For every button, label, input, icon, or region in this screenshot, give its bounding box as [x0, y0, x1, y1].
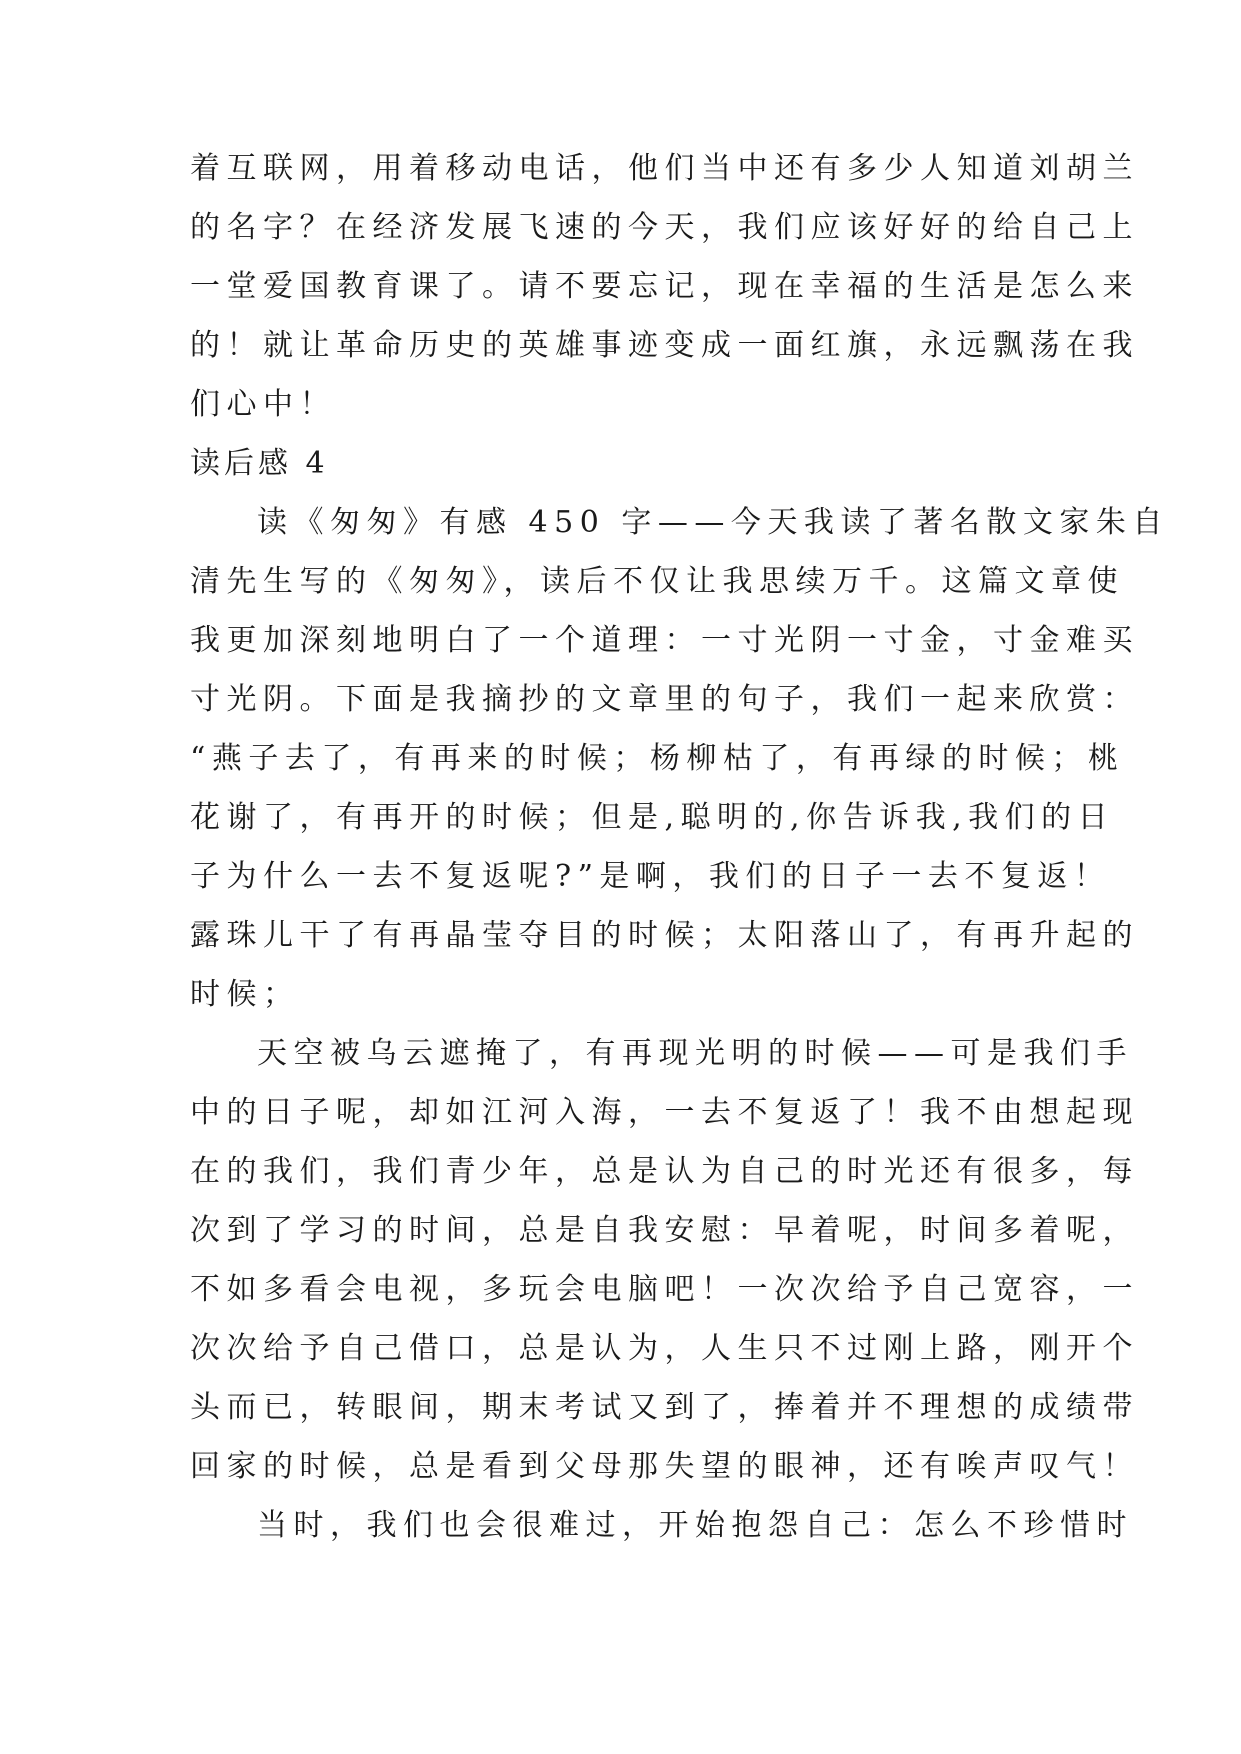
text-line: 中的日子呢，却如江河入海，一去不复返了！我不由想起现: [190, 1095, 1139, 1130]
text-line: 次到了学习的时间，总是自我安慰：早着呢，时间多着呢，: [190, 1213, 1139, 1248]
paragraph-first-line: 当时，我们也会很难过，开始抱怨自己：怎么不珍惜时: [257, 1508, 1133, 1543]
text-line: 露珠儿干了有再晶莹夺目的时候；太阳落山了，有再升起的: [190, 918, 1139, 953]
text-line: 我更加深刻地明白了一个道理：一寸光阴一寸金，寸金难买: [190, 623, 1139, 658]
text-line: 一堂爱国教育课了。请不要忘记，现在幸福的生活是怎么来: [190, 269, 1139, 304]
text-line: 在的我们，我们青少年，总是认为自己的时光还有很多，每: [190, 1154, 1139, 1189]
text-line: 回家的时候，总是看到父母那失望的眼神，还有唉声叹气！: [190, 1449, 1139, 1484]
section-heading: 读后感 4: [190, 446, 329, 481]
paragraph-first-line: 读《匆匆》有感 450 字——今天我读了著名散文家朱自: [257, 505, 1169, 540]
text-line: 次次给予自己借口，总是认为，人生只不过刚上路，刚开个: [190, 1331, 1139, 1366]
text-line: 寸光阴。下面是我摘抄的文章里的句子，我们一起来欣赏：: [190, 682, 1139, 717]
text-line: 的名字？在经济发展飞速的今天，我们应该好好的给自己上: [190, 210, 1139, 245]
text-line: 花谢了，有再开的时候；但是,聪明的,你告诉我,我们的日: [190, 800, 1115, 835]
text-line: 着互联网，用着移动电话，他们当中还有多少人知道刘胡兰: [190, 151, 1139, 186]
text-line: 头而已，转眼间，期末考试又到了，捧着并不理想的成绩带: [190, 1390, 1139, 1425]
text-line: 不如多看会电视，多玩会电脑吧！一次次给予自己宽容，一: [190, 1272, 1139, 1307]
text-line: 们心中！: [190, 387, 336, 422]
text-line: 的！就让革命历史的英雄事迹变成一面红旗，永远飘荡在我: [190, 328, 1139, 363]
text-line: 子为什么一去不复返呢?”是啊，我们的日子一去不复返！: [190, 859, 1111, 894]
text-line: 清先生写的《匆匆》，读后不仅让我思续万千。这篇文章使: [190, 564, 1124, 599]
text-line: 时候；: [190, 977, 300, 1012]
text-line: “燕子去了，有再来的时候；杨柳枯了，有再绿的时候；桃: [190, 741, 1125, 776]
paragraph-first-line: 天空被乌云遮掩了，有再现光明的时候——可是我们手: [257, 1036, 1133, 1071]
